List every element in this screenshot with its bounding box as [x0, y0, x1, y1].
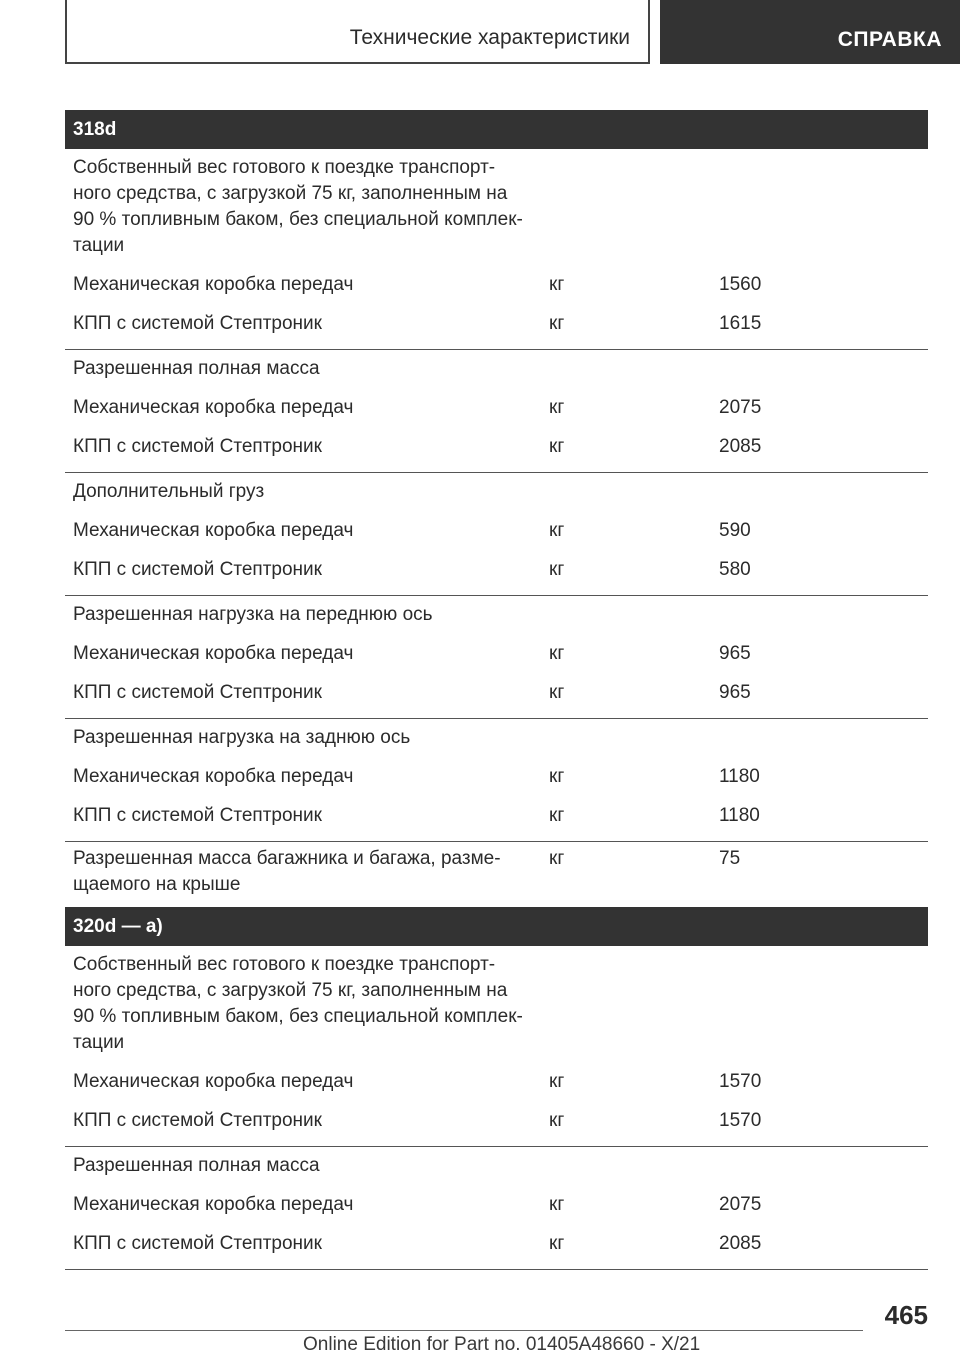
page-number: 465 [884, 1300, 928, 1330]
table-row [65, 265, 928, 304]
group-title: Собственный вес готового к поездке транспорт-ного средства, с загрузкой 75 кг, заполненным на 90 % топливным баком, без специальной комплек-тации [73, 954, 523, 1053]
row-label: КПП с системой Стептроник [73, 1232, 322, 1254]
chapter-title: СПРАВКА [837, 28, 942, 51]
group-title: Разрешенная полная масса [73, 358, 320, 379]
row-value: 590 [719, 519, 751, 541]
row-value: 2085 [719, 435, 762, 457]
table-row [65, 842, 928, 904]
row-value: 2075 [719, 1193, 762, 1215]
row-value: 75 [719, 848, 741, 869]
row-value: 1615 [719, 312, 762, 334]
row-label: КПП с системой Стептроник [73, 681, 322, 703]
section-title-tab [65, 0, 650, 64]
row-label: Механическая коробка передач [73, 765, 354, 787]
row-label: Механическая коробка передач [73, 642, 354, 664]
group-title: Дополнительный груз [73, 481, 265, 502]
row-label: Механическая коробка передач [73, 1193, 354, 1215]
spec-group [65, 350, 928, 473]
table-row [65, 1224, 928, 1263]
table-header: 318d [65, 110, 928, 149]
table-row [65, 304, 928, 343]
row-value: 580 [719, 558, 751, 580]
table-row [65, 550, 928, 589]
table-row [65, 634, 928, 673]
row-unit: кг [549, 558, 565, 580]
row-unit: кг [549, 312, 565, 334]
row-unit: кг [549, 435, 565, 457]
table-header: 320d — a) [65, 907, 928, 946]
row-label: Механическая коробка передач [73, 273, 354, 295]
spec-group [65, 473, 928, 596]
spec-group [65, 719, 928, 842]
table-row [65, 1185, 928, 1224]
row-label: Механическая коробка передач [73, 519, 354, 541]
row-unit: кг [549, 765, 565, 787]
group-title: Разрешенная нагрузка на переднюю ось [73, 604, 433, 625]
row-label: КПП с системой Стептроник [73, 435, 322, 457]
row-unit: кг [549, 681, 565, 703]
row-unit: кг [549, 396, 565, 418]
row-value: 2075 [719, 396, 762, 418]
row-label: Механическая коробка передач [73, 1070, 354, 1092]
row-value: 1180 [719, 804, 760, 826]
chapter-tab[interactable] [660, 0, 960, 64]
row-unit: кг [549, 1193, 565, 1215]
table-row [65, 796, 928, 835]
section-title: Технические характеристики [349, 26, 630, 49]
group-title: Разрешенная нагрузка на заднюю ось [73, 727, 411, 748]
row-label: Механическая коробка передач [73, 396, 354, 418]
group-title: Разрешенная полная масса [73, 1155, 320, 1176]
spec-table-320d [65, 907, 928, 1270]
footer-divider [65, 1330, 863, 1331]
row-label: КПП с системой Стептроник [73, 312, 322, 334]
spec-table-318d [65, 110, 928, 911]
table-row [65, 1062, 928, 1101]
table-row [65, 511, 928, 550]
table-row [65, 388, 928, 427]
row-value: 2085 [719, 1232, 762, 1254]
row-value: 1570 [719, 1109, 762, 1131]
row-value: 1180 [719, 765, 760, 787]
row-label: КПП с системой Стептроник [73, 1109, 322, 1131]
row-unit: кг [549, 1109, 565, 1131]
table-row [65, 757, 928, 796]
spec-group [65, 596, 928, 719]
row-unit: кг [549, 1070, 565, 1092]
row-value: 965 [719, 681, 751, 703]
spec-group [65, 1147, 928, 1270]
row-unit: кг [549, 848, 565, 869]
row-value: 1560 [719, 273, 762, 295]
row-label: Разрешенная масса багажника и багажа, разме-щаемого на крыше [73, 848, 501, 895]
edition-footer: Online Edition for Part no. 01405A48660 - X/21 [303, 1334, 701, 1355]
row-value: 1570 [719, 1070, 762, 1092]
row-value: 965 [719, 642, 751, 664]
row-label: КПП с системой Стептроник [73, 804, 322, 826]
row-unit: кг [549, 1232, 565, 1254]
row-label: КПП с системой Стептроник [73, 558, 322, 580]
table-row [65, 673, 928, 712]
spec-group [65, 946, 928, 1147]
row-unit: кг [549, 273, 565, 295]
row-unit: кг [549, 519, 565, 541]
group-title: Собственный вес готового к поездке транспорт-ного средства, с загрузкой 75 кг, заполненным на 90 % топливным баком, без специальной комплек-тации [73, 157, 523, 256]
table-row [65, 1101, 928, 1140]
spec-group [65, 149, 928, 350]
row-unit: кг [549, 804, 565, 826]
spec-group [65, 842, 928, 911]
table-row [65, 427, 928, 466]
row-unit: кг [549, 642, 565, 664]
